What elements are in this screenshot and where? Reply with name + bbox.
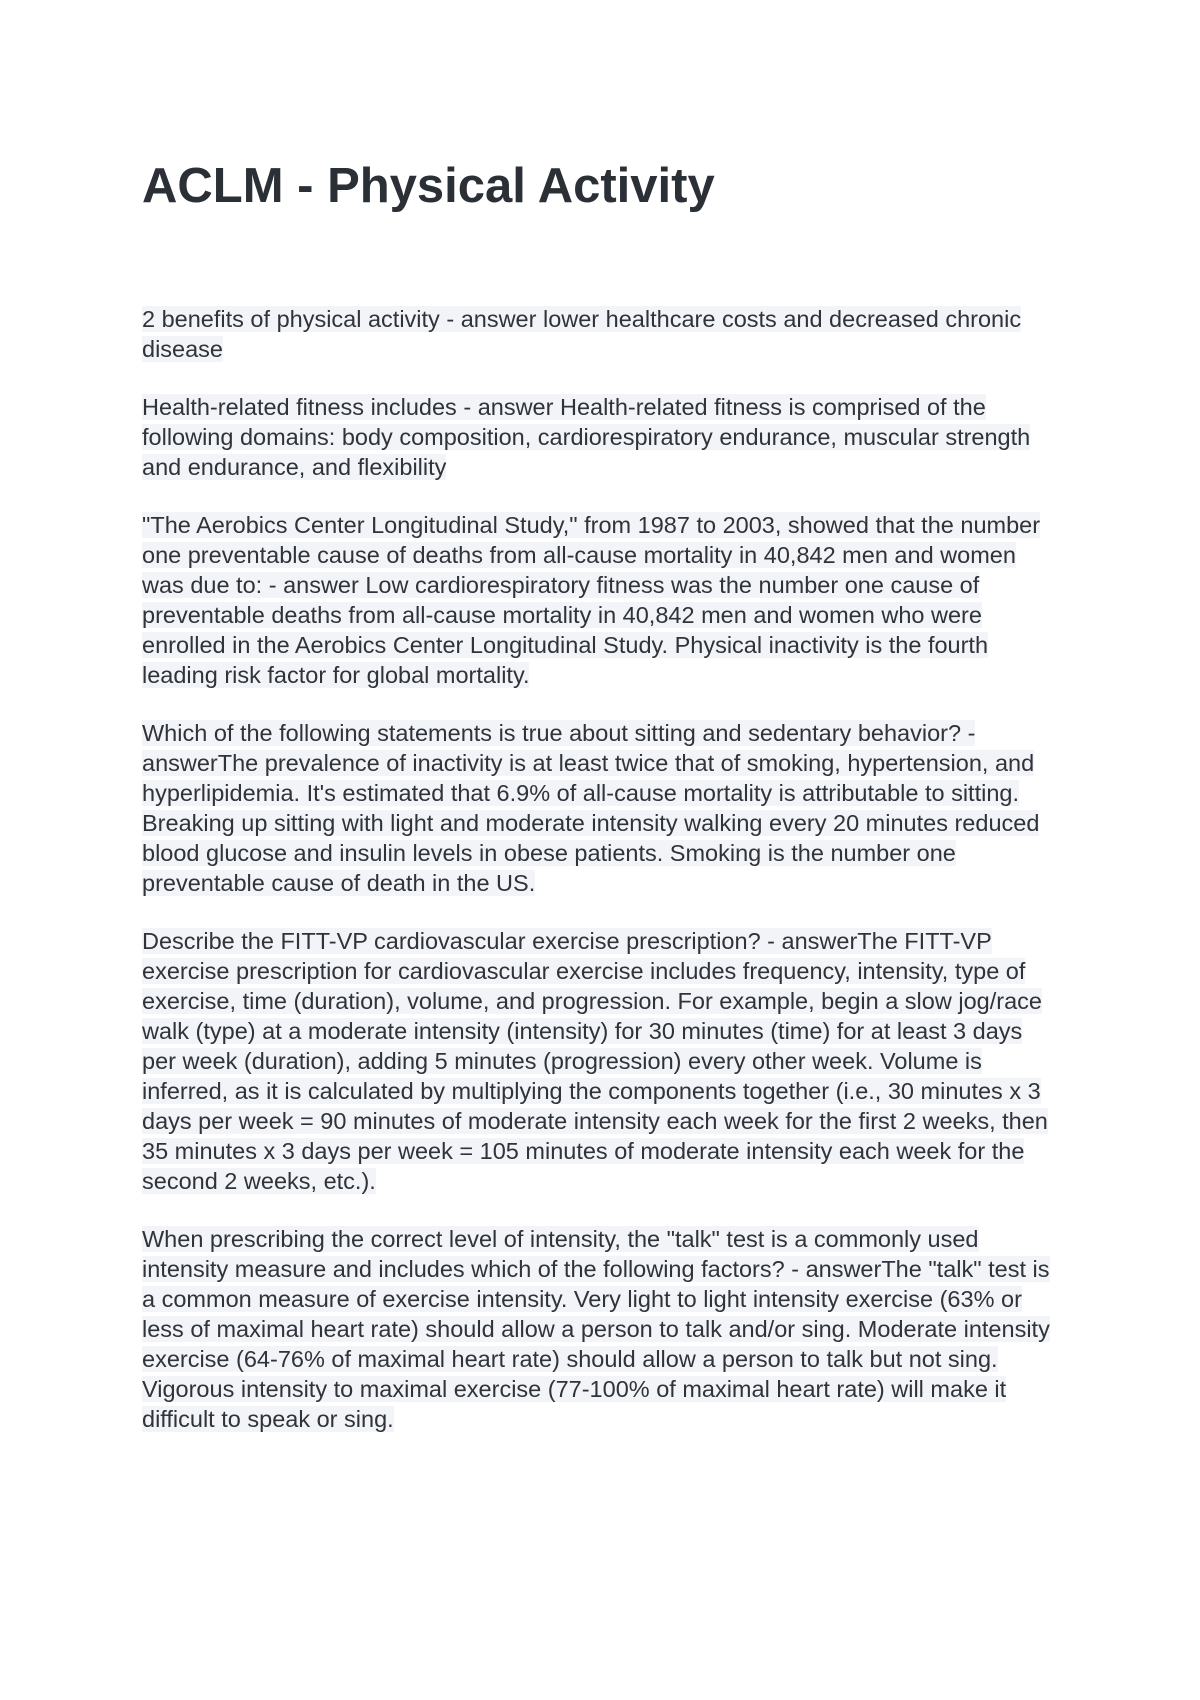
document-title: ACLM - Physical Activity xyxy=(142,159,715,213)
qa-item xyxy=(142,392,1057,482)
qa-text: Health-related fitness includes - answer Health-related fitness is comprised of the following domains: body composition, cardiorespiratory endurance, muscular strength and endurance, and flexibility xyxy=(142,394,1031,480)
qa-text: Which of the following statements is true about sitting and sedentary behavior? - answerThe prevalence of inactivity is at least twice that of smoking, hypertension, and hyperlipidemia. It's estimated that 6.9% of all-cause mortality is attributable to sitting. Breaking up sitting with light and moderate intensity walking every 20 minutes reduced blood glucose and insulin levels in obese patients. Smoking is the number one preventable cause of death in the US. xyxy=(142,720,1040,896)
qa-item xyxy=(142,510,1057,690)
qa-item xyxy=(142,718,1057,898)
qa-list xyxy=(142,304,1057,1462)
qa-item xyxy=(142,304,1057,364)
qa-text: Describe the FITT-VP cardiovascular exercise prescription? - answerThe FITT-VP exercise prescription for cardiovascular exercise includes frequency, intensity, type of exercise, time (duration), volume, and progression. For example, begin a slow jog/race walk (type) at a moderate intensity (intensity) for 30 minutes (time) for at least 3 days per week (duration), adding 5 minutes (progression) every other week. Volume is inferred, as it is calculated by multiplying the components together (i.e., 30 minutes x 3 days per week = 90 minutes of moderate intensity each week for the first 2 weeks, then 35 minutes x 3 days per week = 105 minutes of moderate intensity each week for the second 2 weeks, etc.). xyxy=(142,928,1048,1194)
qa-text: "The Aerobics Center Longitudinal Study," from 1987 to 2003, showed that the number one preventable cause of deaths from all-cause mortality in 40,842 men and women was due to: - answer Low cardiorespiratory fitness was the number one cause of preventable deaths from all-cause mortality in 40,842 men and women who were enrolled in the Aerobics Center Longitudinal Study. Physical inactivity is the fourth leading risk factor for global mortality. xyxy=(142,512,1041,688)
qa-text: When prescribing the correct level of intensity, the "talk" test is a commonly used intensity measure and includes which of the following factors? - answerThe "talk" test is a common measure of exercise intensity. Very light to light intensity exercise (63% or less of maximal heart rate) should allow a person to talk and/or sing. Moderate intensity exercise (64-76% of maximal heart rate) should allow a person to talk but not sing. Vigorous intensity to maximal exercise (77-100% of maximal heart rate) will make it difficult to speak or sing. xyxy=(142,1226,1050,1432)
qa-item xyxy=(142,926,1057,1196)
qa-text: 2 benefits of physical activity - answer lower healthcare costs and decreased chronic disease xyxy=(142,306,1022,362)
qa-item xyxy=(142,1224,1057,1434)
